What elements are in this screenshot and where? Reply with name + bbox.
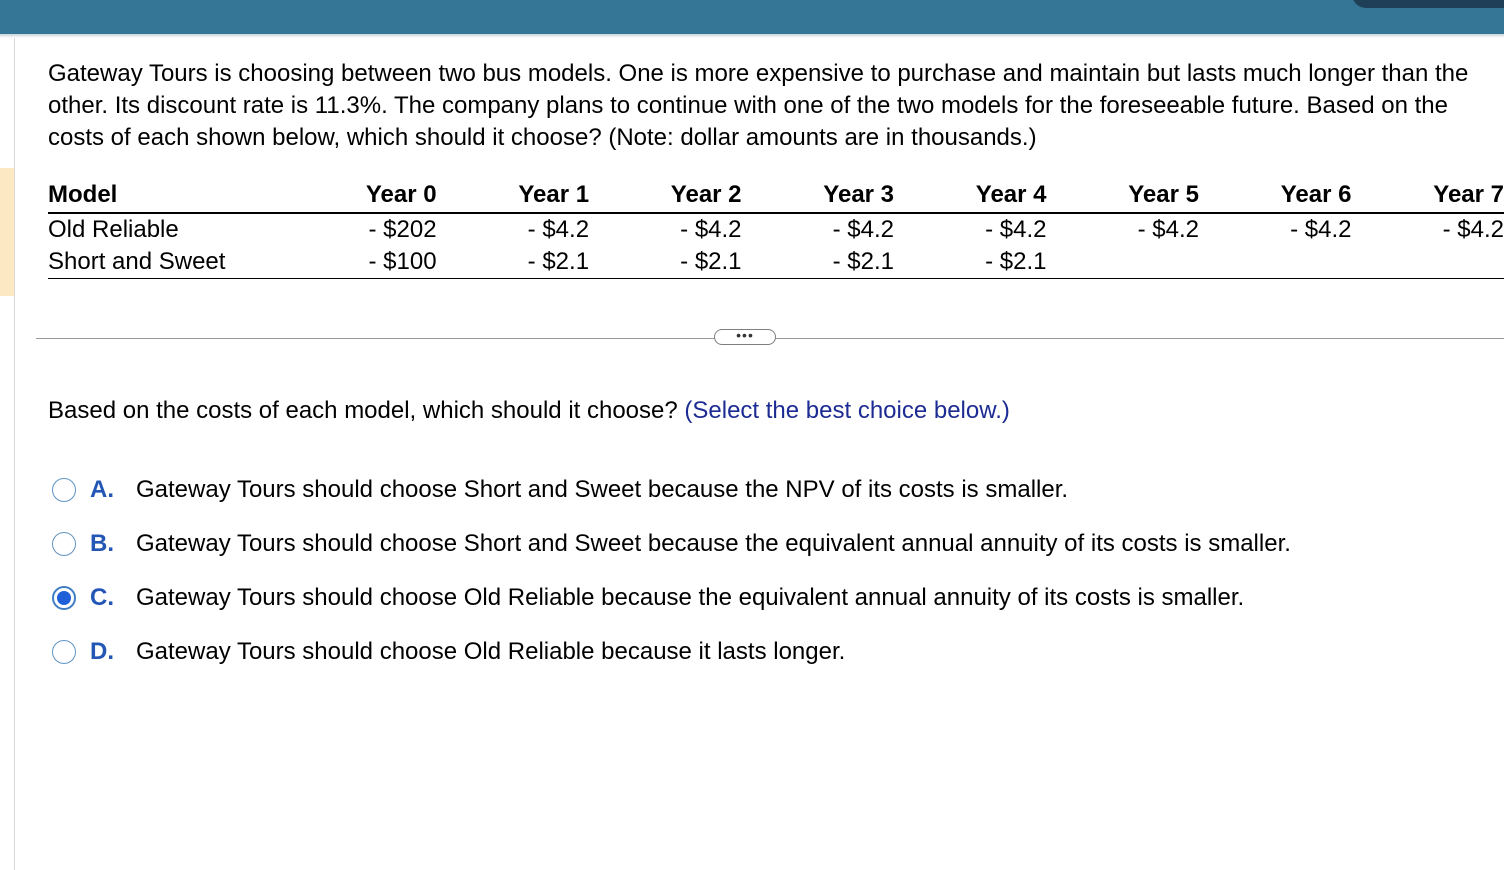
answer-prompt	[48, 395, 1010, 427]
option-letter: B.	[90, 530, 114, 557]
header-year-6: Year 6	[1199, 178, 1351, 213]
radio-icon[interactable]	[52, 478, 76, 502]
option-d[interactable]	[52, 635, 1452, 669]
header-year-4: Year 4	[894, 178, 1046, 213]
option-text[interactable]: Gateway Tours should choose Short and Sweet because the NPV of its costs is smaller.	[136, 476, 1069, 503]
prompt-hint: (Select the best choice below.)	[684, 397, 1010, 424]
table-cell	[1047, 246, 1199, 279]
prompt-text: Based on the costs of each model, which should it choose?	[48, 397, 678, 424]
option-a[interactable]	[52, 473, 1452, 507]
table-cell: - $2.1	[894, 246, 1046, 279]
header-year-5: Year 5	[1047, 178, 1199, 213]
table-cell: - $4.2	[1290, 216, 1352, 243]
table-cell: - $4.2	[1442, 216, 1504, 243]
table-cell: - $202	[368, 216, 437, 243]
table-cell: - $100	[225, 246, 436, 279]
option-b[interactable]	[52, 527, 1452, 561]
radio-icon[interactable]	[52, 532, 76, 556]
option-text[interactable]: Gateway Tours should choose Old Reliable because it lasts longer.	[136, 638, 846, 665]
cost-table	[48, 178, 1504, 279]
row-model-name: Short and Sweet	[48, 246, 225, 279]
header-shadow	[0, 34, 1504, 38]
table-row	[48, 213, 1504, 246]
row-model-name: Old Reliable	[48, 216, 179, 243]
table-cell: - $4.2	[985, 216, 1047, 243]
header-year-7: Year 7	[1351, 178, 1504, 213]
table-cell: - $2.1	[742, 246, 894, 279]
radio-selected-icon[interactable]	[52, 586, 76, 610]
table-row	[48, 246, 1504, 279]
table-cell	[1351, 246, 1504, 279]
table-cell: - $4.2	[832, 216, 895, 243]
header-year-1: Year 1	[437, 178, 589, 213]
top-header-bar	[0, 0, 1504, 34]
header-year-0: Year 0	[225, 178, 436, 213]
option-letter: D.	[90, 638, 114, 665]
option-letter: A.	[90, 476, 114, 503]
more-options-button[interactable]: •••	[714, 329, 776, 345]
table-cell: - $2.1	[589, 246, 741, 279]
option-c[interactable]	[52, 581, 1452, 615]
table-cell: - $4.2	[680, 216, 742, 243]
radio-icon[interactable]	[52, 640, 76, 664]
option-letter: C.	[90, 584, 114, 611]
option-text[interactable]: Gateway Tours should choose Old Reliable because the equivalent annual annuity of its costs is smaller.	[136, 584, 1245, 611]
table-header-row	[48, 178, 1504, 213]
left-highlight-marker	[0, 168, 14, 296]
header-model: Model	[48, 178, 225, 213]
header-year-3: Year 3	[742, 178, 894, 213]
table-cell: - $4.2	[1137, 216, 1199, 243]
header-year-2: Year 2	[589, 178, 741, 213]
option-text[interactable]: Gateway Tours should choose Short and Sweet because the equivalent annual annuity of its costs is smaller.	[136, 530, 1291, 557]
question-text: Gateway Tours is choosing between two bus models. One is more expensive to purchase and maintain but lasts much longer than the other. Its discount rate is 11.3%. The company plans to continue with one of the two models for the foreseeable future. Based on the costs of each shown below, which should it choose? (Note: dollar amounts are in thousands.)	[48, 60, 1469, 151]
left-panel-border	[14, 38, 15, 870]
table-cell: - $4.2	[527, 216, 590, 243]
header-pill-button[interactable]	[1352, 0, 1504, 8]
table-cell	[1199, 246, 1351, 279]
table-cell: - $2.1	[437, 246, 589, 279]
